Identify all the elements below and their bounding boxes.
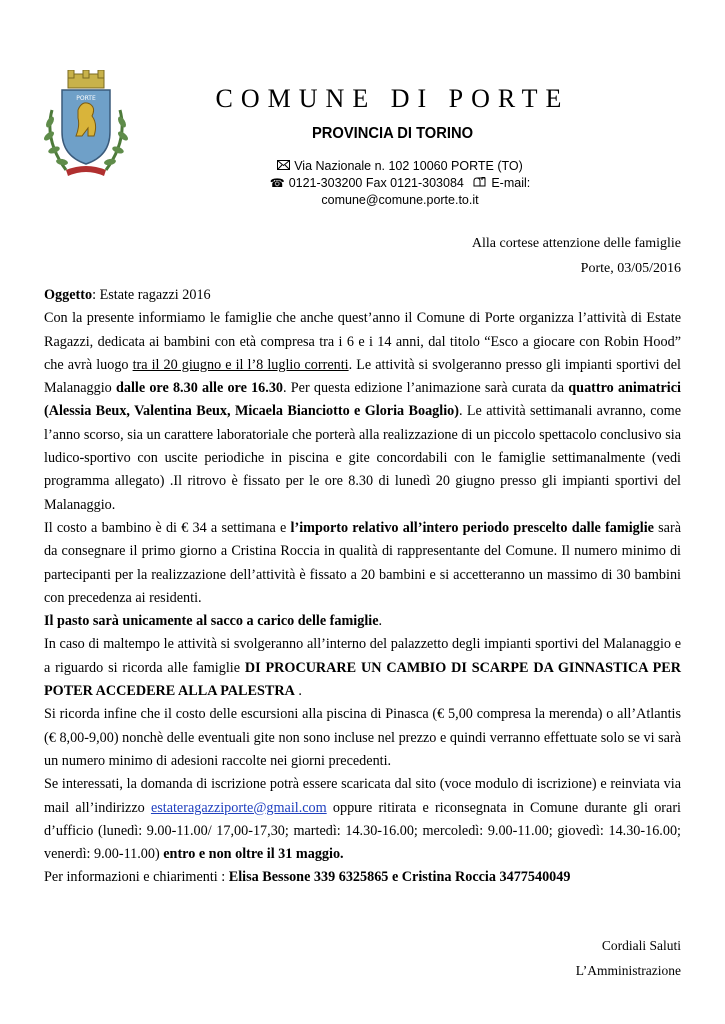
paragraph-contacts (44, 866, 681, 889)
address-text: Via Nazionale n. 102 10060 PORTE (TO) (294, 159, 523, 173)
paragraph-excursions: Si ricorda infine che il costo delle escursioni alla piscina di Pinasca (€ 5,00 compresa la merenda) o all’Atlantis (€ 8,00-9,00) nonchè delle eventuali gite non sono incluse nel prezzo e quindi verranno effettuate solo se vi sarà un numero minimo di adesioni raccolte nei giorni precedenti. (44, 706, 681, 769)
page-subtitle: PROVINCIA DI TORINO (311, 125, 474, 142)
telephone-icon: ☎ (269, 176, 285, 190)
p1-hours: dalle ore 8.30 alle ore 16.30 (115, 380, 284, 397)
address-line (255, 158, 545, 174)
contact-line (255, 175, 545, 191)
recipient-line: Alla cortese attenzione delle famiglie (471, 236, 681, 251)
email-address: comune@comune.porte.to.it (321, 193, 479, 207)
crest-text: PORTE (76, 95, 96, 102)
p7-text-a: Per informazioni e chiarimenti : (44, 869, 229, 886)
email-label: E-mail: (491, 176, 531, 190)
p2-bold: l’importo relativo all’intero periodo prescelto dalle famiglie (290, 519, 654, 536)
p2-text-b: sarà da consegnare il primo giorno a Cristina Roccia in qualità di rappresentante del Comune. Il numero minimo di partecipanti per la realizzazione dell’attività è fissato a 20 bambini e si accetteranno un massimo di 30 bambini con precedenza ai residenti. (44, 519, 681, 606)
p6-text-a: Se interessati, la domanda di iscrizione potrà essere scaricata dal sito (voce modulo di iscrizione) e reinviata via mail all’indirizzo (44, 776, 681, 816)
signature: L’Amministrazione (575, 963, 681, 978)
envelope-icon (277, 158, 290, 174)
p3-end: . (378, 613, 383, 630)
paragraph-weather (44, 633, 681, 703)
p6-text-b: oppure ritirata e riconsegnata in Comune durante gli orari d’ufficio (lunedì: 9.00-11.00/ 17,00-17,30; martedì: 14.30-16.00; mercoledì: 9.00-11.00; giovedì: 14.30-16.00; venerdì: 9.00-11.00) (44, 799, 681, 863)
p4-bold: DI PROCURARE UN CAMBIO DI SCARPE DA GINNASTICA PER POTER ACCEDERE ALLA PALESTRA (44, 659, 681, 700)
mailbox-icon (473, 175, 487, 191)
municipal-crest-logo (38, 70, 134, 182)
paragraph-intro (44, 307, 681, 517)
p6-deadline: entro e non oltre il 31 maggio. (163, 846, 344, 863)
p3-bold: Il pasto sarà unicamente al sacco a carico delle famiglie (44, 613, 379, 630)
date-line: Porte, 03/05/2016 (580, 261, 681, 276)
closing-greeting: Cordiali Saluti (601, 938, 681, 953)
subject-text: : Estate ragazzi 2016 (92, 287, 211, 303)
phone-fax-text: 0121-303200 Fax 0121-303084 (288, 176, 464, 190)
email-link[interactable]: estateragazziporte@gmail.com (150, 799, 327, 816)
letter-body (44, 284, 681, 890)
page-title: COMUNE DI PORTE (215, 84, 570, 113)
p1-dates-underlined: tra il 20 giugno e il l’8 luglio correnti (132, 356, 349, 373)
p4-text-b: . (294, 683, 302, 700)
subject-label: Oggetto (44, 287, 93, 303)
p2-text-a: Il costo a bambino è di € 34 a settimana e (44, 519, 291, 536)
p1-animators: quattro animatrici (Alessia Beux, Valentina Beux, Micaela Bianciotto e Gloria Boaglio) (44, 380, 681, 420)
p1-text-b: . Le attività si svolgeranno presso gli impianti sportivi del Malanaggio (44, 356, 681, 397)
p1-text-a: Con la presente informiamo le famiglie che anche quest’anno il Comune di Porte organizza l’attività di Estate Ragazzi, dedicata ai bambini con età compresa tra i 6 e i 14 anni, dal titolo “Esco a giocare con Robin Hood” che avrà luogo (44, 310, 681, 373)
subject-line (44, 284, 681, 307)
p1-text-c: . Per questa edizione l’animazione sarà curata da (283, 380, 569, 397)
paragraph-registration (44, 773, 681, 866)
p1-text-d: . Le attività settimanali avranno, come l’anno scorso, sia un carattere laboratoriale che porterà alla realizzazione di un piccolo spettacolo conclusivo sia ludico-sportivo con uscite periodiche in piscina e gite concordabili con le famiglie settimanalmente (vedi programma allegato) .Il ritrovo è fissato per le ore 8.30 di lunedì 20 giugno presso gli impianti sportivi del Malanaggio. (44, 403, 681, 513)
p4-text-a: In caso di maltempo le attività si svolgeranno all’interno del palazzetto degli impianti sportivi del Malanaggio e a riguardo si ricorda alle famiglie (44, 636, 681, 676)
p7-contacts: Elisa Bessone 339 6325865 e Cristina Roccia 3477540049 (228, 869, 571, 886)
paragraph-meal (44, 610, 681, 633)
paragraph-cost (44, 517, 681, 610)
